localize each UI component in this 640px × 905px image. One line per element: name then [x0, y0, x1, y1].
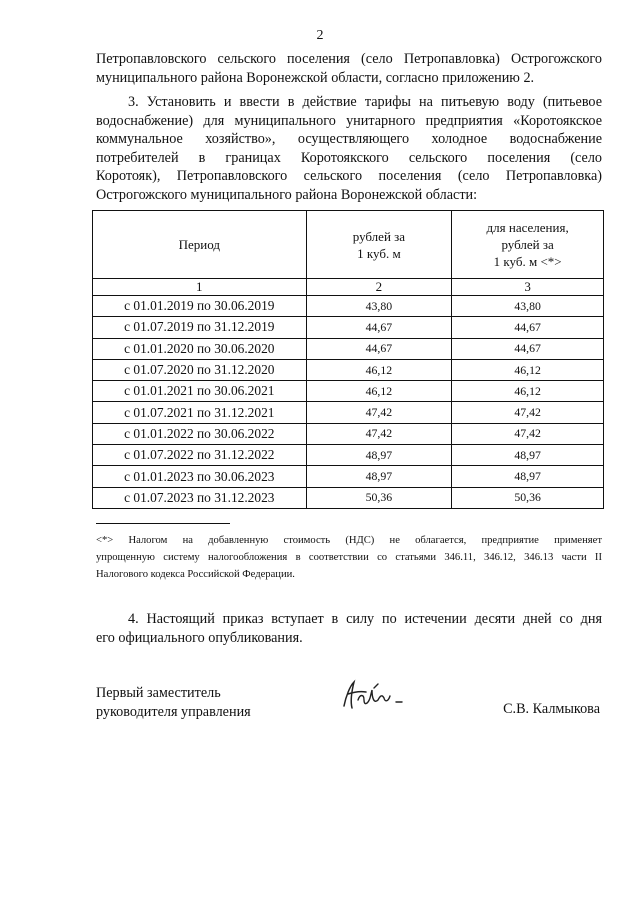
item-3-line: водоснабжение) для муниципального унитарного предприятия «Коротоякское	[96, 112, 602, 129]
table-row	[93, 466, 604, 487]
population-cell: 50,36	[452, 487, 604, 508]
table-row	[93, 423, 604, 444]
population-cell: 46,12	[452, 381, 604, 402]
period-cell: с 01.07.2019 по 31.12.2019	[93, 317, 307, 338]
item-3-line: 3. Установить и ввести в действие тарифы на питьевую воду (питьевое	[128, 94, 602, 110]
intro-line: муниципального района Воронежской области, согласно приложению 2.	[96, 69, 535, 86]
item-4-line: 4. Настоящий приказ вступает в силу по истечении десяти дней со дня	[128, 611, 602, 627]
table-row	[93, 338, 604, 359]
table-row	[93, 317, 604, 338]
population-cell: 44,67	[452, 338, 604, 359]
position-line: руководителя управления	[96, 703, 251, 720]
rub-cell: 47,42	[306, 423, 452, 444]
population-cell: 47,42	[452, 402, 604, 423]
rub-cell: 47,42	[306, 402, 452, 423]
footnote	[96, 532, 602, 583]
item-3-line: Коротояк), Петропавловского сельского поселения (село Петропавловка)	[96, 168, 602, 184]
table-row	[93, 445, 604, 466]
rub-cell: 44,67	[306, 317, 452, 338]
column-number-row	[93, 279, 604, 296]
item-4-line: его официального опубликования.	[96, 629, 303, 646]
header-population: для населения, рублей за 1 куб. м <*>	[452, 211, 604, 279]
population-cell: 46,12	[452, 359, 604, 380]
header-rub: рублей за 1 куб. м	[306, 211, 452, 279]
rub-cell: 44,67	[306, 338, 452, 359]
rub-cell: 50,36	[306, 487, 452, 508]
table-row	[93, 487, 604, 508]
period-cell: с 01.01.2023 по 30.06.2023	[93, 466, 307, 487]
page-number: 2	[316, 28, 324, 43]
period-cell: с 01.01.2019 по 30.06.2019	[93, 296, 307, 317]
item-3-line: коммунальное хозяйство», осуществляющего холодное водоснабжение	[96, 131, 602, 147]
item-3-line: Острогожского муниципального района Воронежской области:	[96, 186, 478, 203]
item-3-paragraph	[96, 93, 602, 204]
period-cell: с 01.01.2020 по 30.06.2020	[93, 338, 307, 359]
table-row	[93, 296, 604, 317]
item-4-paragraph	[96, 610, 602, 647]
rub-cell: 48,97	[306, 466, 452, 487]
period-cell: с 01.07.2022 по 31.12.2022	[93, 445, 307, 466]
population-cell: 43,80	[452, 296, 604, 317]
intro-paragraph	[96, 50, 602, 87]
period-cell: с 01.01.2021 по 30.06.2021	[93, 381, 307, 402]
population-cell: 47,42	[452, 423, 604, 444]
period-cell: с 01.01.2022 по 30.06.2022	[93, 423, 307, 444]
period-cell: с 01.07.2023 по 31.12.2023	[93, 487, 307, 508]
population-cell: 48,97	[452, 445, 604, 466]
column-number: 1	[93, 279, 307, 296]
table-row	[93, 359, 604, 380]
header-period: Период	[93, 211, 307, 279]
population-cell: 48,97	[452, 466, 604, 487]
table-row	[93, 402, 604, 423]
rub-cell: 46,12	[306, 381, 452, 402]
tariff-table	[92, 210, 604, 509]
footnote-line: Налогового кодекса Российской Федерации.	[96, 569, 295, 580]
table-header-row	[93, 211, 604, 279]
population-cell: 44,67	[452, 317, 604, 338]
rub-cell: 43,80	[306, 296, 452, 317]
column-number: 2	[306, 279, 452, 296]
footnote-line: <*> Налогом на добавленную стоимость (НДС) не облагается, предприятие применяет	[96, 535, 602, 546]
item-3-line: потребителей в границах Коротоякского сельского поселения (село	[96, 149, 602, 166]
position-line: Первый заместитель	[96, 685, 221, 701]
rub-cell: 48,97	[306, 445, 452, 466]
table-row	[93, 381, 604, 402]
period-cell: с 01.07.2020 по 31.12.2020	[93, 359, 307, 380]
column-number: 3	[452, 279, 604, 296]
intro-line: Петропавловского сельского поселения (село Петропавловка) Острогожского	[96, 51, 602, 67]
footnote-line: упрощенную систему налогообложения в соответствии со статьями 346.11, 346.12, 346.13 части II	[96, 552, 602, 563]
period-cell: с 01.07.2021 по 31.12.2021	[93, 402, 307, 423]
signatory-name: С.В. Калмыкова	[503, 701, 600, 717]
footnote-divider	[96, 523, 230, 524]
rub-cell: 46,12	[306, 359, 452, 380]
